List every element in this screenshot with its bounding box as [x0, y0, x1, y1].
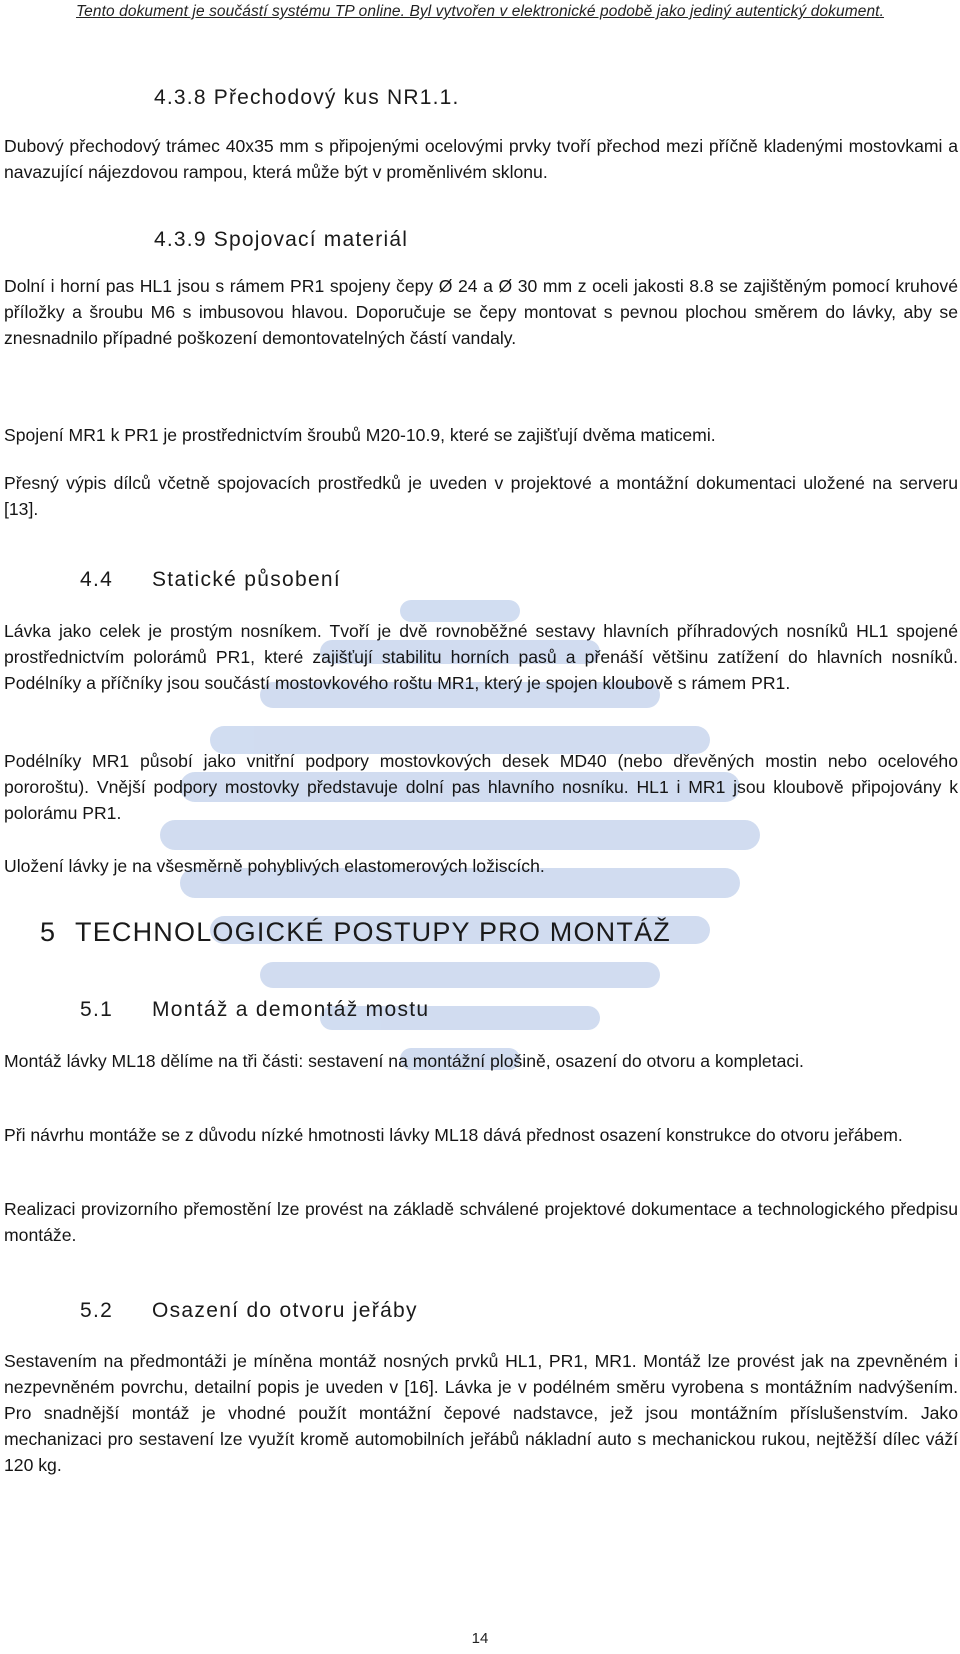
- paragraph-5-1-2: Při návrhu montáže se z důvodu nízké hmotnosti lávky ML18 dává přednost osazení konstrukce do otvoru jeřábem.: [4, 1125, 903, 1145]
- watermark-stripe: [260, 962, 660, 988]
- heading-5-title: TECHNOLOGICKÉ POSTUPY PRO MONTÁŽ: [75, 917, 671, 947]
- paragraph-5-1-1: Montáž lávky ML18 dělíme na tři části: sestavení na montážní plošině, osazení do otvoru a kompletaci.: [4, 1051, 804, 1071]
- heading-5-number: 5: [40, 917, 57, 947]
- paragraph-5-2-1: Sestavením na předmontáži je míněna montáž nosných prvků HL1, PR1, MR1. Montáž lze provést jak na zpevněném i nezpevněném povrchu, detailní popis je uveden v [16]. Lávka je v podélném směru vyrobena s montážním nadvýšením. Pro snadnější montáž je vhodné použít montážní čepové nadstavce, jež jsou montážním příslušenstvím. Jako mechanizaci pro sestavení lze využít kromě automobilních jeřábů nákladní auto s mechanickou rukou, nejtěžší dílec váží 120 kg.: [4, 1351, 958, 1475]
- paragraph-4-4-2: Podélníky MR1 působí jako vnitřní podpory mostovkových desek MD40 (nebo dřevěných mostin nebo ocelového pororoštu). Vnější podpory mostovky představuje dolní pas hlavního nosníku. HL1 i MR1 jsou kloubově připojovány k polorámu PR1.: [4, 751, 958, 823]
- paragraph-4-3-9-3: Přesný výpis dílců včetně spojovacích prostředků je uveden v projektové a montážní dokumentaci uložené na serveru [13].: [4, 473, 958, 519]
- paragraph-4-3-8-1: Dubový přechodový trámec 40x35 mm s připojenými ocelovými prvky tvoří přechod mezi příčně kladenými mostovkami a navazující nájezdovou rampou, která může být v proměnlivém sklonu.: [4, 136, 958, 182]
- heading-4-3-9: 4.3.9 Spojovací materiál: [154, 228, 409, 251]
- heading-4-4-title: Statické působení: [152, 568, 342, 591]
- heading-5-2-number: 5.2: [80, 1299, 114, 1322]
- authenticity-banner: Tento dokument je součástí systému TP online. Byl vytvořen v elektronické podobě jako jediný autentický dokument.: [76, 3, 884, 20]
- page-number: 14: [471, 1630, 489, 1647]
- heading-4-3-8: 4.3.8 Přechodový kus NR1.1.: [154, 86, 460, 109]
- heading-5-2: [80, 1299, 418, 1323]
- heading-5-1: [80, 998, 429, 1022]
- paragraph-4-3-9-1: Dolní i horní pas HL1 jsou s rámem PR1 spojeny čepy Ø 24 a Ø 30 mm z oceli jakosti 8.8 se zajištěným pomocí kruhové příložky a šroubu M6 s imbusovou hlavou. Doporučuje se čepy montovat s pevnou plochou směrem do lávky, aby se znesnadnilo případné poškození demontovatelných částí vandaly.: [4, 276, 958, 348]
- heading-4-4-number: 4.4: [80, 568, 114, 591]
- paragraph-4-4-1: Lávka jako celek je prostým nosníkem. Tvoří je dvě rovnoběžné sestavy hlavních příhradových nosníků HL1 spojené prostřednictvím polorámů PR1, které zajišťují stabilitu horních pasů a přenáší většinu zatížení do hlavních nosníků. Podélníky a příčníky jsou součástí mostovkového roštu MR1, který je spojen kloubově s rámem PR1.: [4, 621, 958, 693]
- heading-4-4: [80, 568, 341, 592]
- heading-5: [40, 917, 671, 948]
- paragraph-4-3-9-2: Spojení MR1 k PR1 je prostřednictvím šroubů M20-10.9, které se zajišťují dvěma maticemi.: [4, 425, 716, 445]
- heading-5-1-title: Montáž a demontáž mostu: [152, 998, 430, 1021]
- heading-5-1-number: 5.1: [80, 998, 114, 1021]
- heading-5-2-title: Osazení do otvoru jeřáby: [152, 1299, 418, 1322]
- paragraph-5-1-3: Realizaci provizorního přemostění lze provést na základě schválené projektové dokumentace a technologického předpisu montáže.: [4, 1199, 958, 1245]
- paragraph-4-4-3: Uložení lávky je na všesměrně pohyblivých elastomerových ložiscích.: [4, 856, 545, 876]
